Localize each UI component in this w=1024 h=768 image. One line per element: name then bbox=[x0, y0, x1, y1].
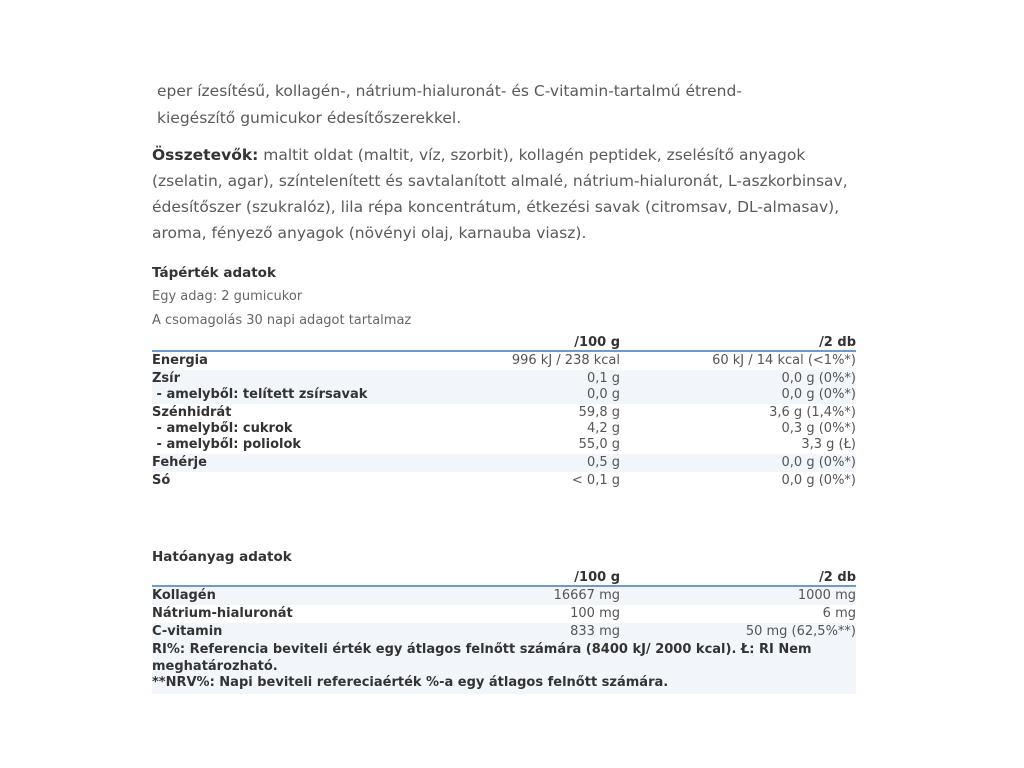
active-group bbox=[152, 587, 856, 605]
table-header bbox=[152, 569, 856, 587]
value-serving: 0,0 g (0%*) bbox=[781, 473, 856, 488]
table-row bbox=[152, 353, 856, 369]
value-serving: 0,3 g (0%*) bbox=[781, 421, 856, 436]
active-group bbox=[152, 605, 856, 623]
table-row bbox=[152, 473, 856, 489]
col-per-100g: /100 g bbox=[574, 335, 620, 350]
value-serving: 0,0 g (0%*) bbox=[781, 371, 856, 386]
nutrient-name: Energia bbox=[152, 353, 208, 368]
footnotes bbox=[152, 641, 856, 694]
value-100g: 59,8 g bbox=[578, 405, 620, 420]
nutrition-table bbox=[152, 334, 856, 490]
table-row bbox=[152, 455, 856, 471]
nutrient-group bbox=[152, 472, 856, 490]
col-per-2: /2 db bbox=[819, 335, 856, 350]
nutrient-name: Nátrium-hialuronát bbox=[152, 606, 293, 621]
value-serving: 3,6 g (1,4%*) bbox=[769, 405, 856, 420]
nutrient-group bbox=[152, 404, 856, 454]
nutrient-name: Fehérje bbox=[152, 455, 207, 470]
table-row bbox=[152, 606, 856, 622]
value-100g: 0,1 g bbox=[586, 371, 620, 386]
nutrient-name: Só bbox=[152, 473, 171, 488]
package-info: A csomagolás 30 napi adagot tartalmaz bbox=[152, 313, 412, 328]
value-serving: 50 mg (62,5%**) bbox=[745, 624, 856, 639]
nutrition-title: Tápérték adatok bbox=[152, 265, 276, 281]
table-header bbox=[152, 334, 856, 352]
value-100g: 996 kJ / 238 kcal bbox=[511, 353, 620, 368]
nutrient-name: Szénhidrát bbox=[152, 405, 232, 420]
nutrient-name: Kollagén bbox=[152, 588, 216, 603]
col-per-2: /2 db bbox=[819, 570, 856, 585]
value-serving: 0,0 g (0%*) bbox=[781, 387, 856, 402]
footnote-ri: RI%: Referencia beviteli érték egy átlagos felnőtt számára (8400 kJ/ 2000 kcal). Ł: RI Nem meghatározható. bbox=[152, 642, 812, 674]
nutrient-name: - amelyből: telített zsírsavak bbox=[152, 387, 368, 402]
table-row bbox=[152, 624, 856, 640]
nutrient-group bbox=[152, 454, 856, 472]
table-row bbox=[152, 437, 856, 453]
table-row bbox=[152, 387, 856, 403]
value-100g: 833 mg bbox=[570, 624, 620, 639]
table-row bbox=[152, 405, 856, 421]
value-serving: 60 kJ / 14 kcal (<1%*) bbox=[712, 353, 856, 368]
nutrient-name: - amelyből: cukrok bbox=[152, 421, 293, 436]
ingredients-label: Összetevők: bbox=[152, 146, 259, 164]
nutrient-group bbox=[152, 352, 856, 370]
value-100g: 16667 mg bbox=[553, 588, 620, 603]
ingredients bbox=[152, 142, 852, 246]
value-100g: 100 mg bbox=[570, 606, 620, 621]
active-group bbox=[152, 623, 856, 641]
product-description: eper ízesítésű, kollagén-, nátrium-hialuronát- és C-vitamin-tartalmú étrend-kiegészítő gumicukor édesítőszerekkel. bbox=[157, 82, 742, 127]
active-table bbox=[152, 569, 856, 694]
value-serving: 3,3 g (Ł) bbox=[801, 437, 856, 452]
serving-size: Egy adag: 2 gumicukor bbox=[152, 289, 303, 304]
nutrient-group bbox=[152, 370, 856, 404]
value-100g: 0,0 g bbox=[586, 387, 620, 402]
value-serving: 0,0 g (0%*) bbox=[781, 455, 856, 470]
nutrient-name: C-vitamin bbox=[152, 624, 223, 639]
value-100g: 55,0 g bbox=[578, 437, 620, 452]
table-row bbox=[152, 421, 856, 437]
value-serving: 6 mg bbox=[822, 606, 856, 621]
value-100g: < 0,1 g bbox=[571, 473, 620, 488]
col-per-100g: /100 g bbox=[574, 570, 620, 585]
ingredients-text: maltit oldat (maltit, víz, szorbit), kollagén peptidek, zselésítő anyagok (zselatin, agar), színtelenített és savtalanított almalé, nátrium-hialuronát, L-aszkorbinsav, édesítőszer (szukralóz), lila répa koncentrátum, étkezési savak (citromsav, DL-almasav), aroma, fényező anyagok (növényi olaj, karnauba viasz). bbox=[152, 146, 848, 242]
nutrient-name: Zsír bbox=[152, 371, 181, 386]
nutrient-name: - amelyből: poliolok bbox=[152, 437, 302, 452]
table-row bbox=[152, 588, 856, 604]
value-100g: 4,2 g bbox=[586, 421, 620, 436]
footnote-nrv: **NRV%: Napi beviteli refereciaérték %-a egy átlagos felnőtt számára. bbox=[152, 675, 669, 690]
active-title: Hatóanyag adatok bbox=[152, 549, 292, 565]
table-row bbox=[152, 371, 856, 387]
value-serving: 1000 mg bbox=[797, 588, 856, 603]
value-100g: 0,5 g bbox=[586, 455, 620, 470]
